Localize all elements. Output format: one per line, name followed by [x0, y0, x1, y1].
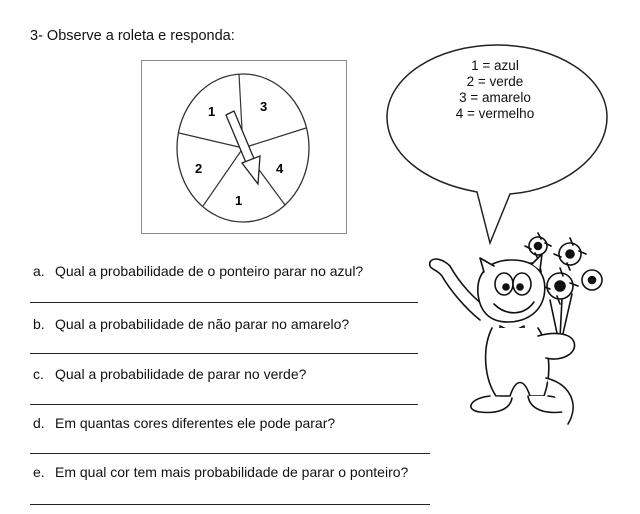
roulette-wheel	[142, 61, 346, 233]
question-text: Qual a probabilidade de não parar no amarelo?	[55, 316, 350, 332]
answer-line-e[interactable]	[30, 504, 430, 505]
legend-item: 4 = vermelho	[455, 106, 535, 121]
question-letter: d.	[33, 415, 45, 431]
exercise-heading: 3- Observe a roleta e responda:	[30, 28, 235, 44]
answer-line-d[interactable]	[30, 453, 430, 454]
legend-item: 3 = amarelo	[459, 90, 531, 105]
sector-label: 2	[195, 161, 203, 176]
question-text: Qual a probabilidade de o ponteiro parar no azul?	[55, 263, 364, 279]
legend-item: 1 = azul	[471, 58, 519, 73]
answer-line-c[interactable]	[30, 404, 418, 405]
question-c	[33, 366, 306, 382]
question-letter: e.	[33, 464, 45, 480]
answer-line-b[interactable]	[30, 353, 418, 354]
sector-label: 1	[235, 193, 243, 208]
sector-label: 4	[276, 161, 284, 176]
question-e	[33, 464, 408, 480]
answer-line-a[interactable]	[30, 302, 418, 303]
question-letter: a.	[33, 263, 45, 279]
question-b	[33, 316, 349, 332]
sector-label: 3	[260, 99, 268, 114]
question-letter: b.	[33, 316, 45, 332]
question-text: Qual a probabilidade de parar no verde?	[55, 366, 307, 382]
question-letter: c.	[33, 366, 44, 382]
question-text: Em qual cor tem mais probabilidade de parar o ponteiro?	[55, 464, 409, 480]
roulette-figure	[141, 60, 347, 234]
question-text: Em quantas cores diferentes ele pode parar?	[55, 415, 336, 431]
cartoon-cat-illustration	[420, 228, 620, 428]
question-a	[33, 263, 363, 279]
sector-label: 1	[208, 104, 216, 119]
color-legend	[405, 58, 585, 122]
legend-item: 2 = verde	[466, 74, 524, 89]
question-d	[33, 415, 335, 431]
